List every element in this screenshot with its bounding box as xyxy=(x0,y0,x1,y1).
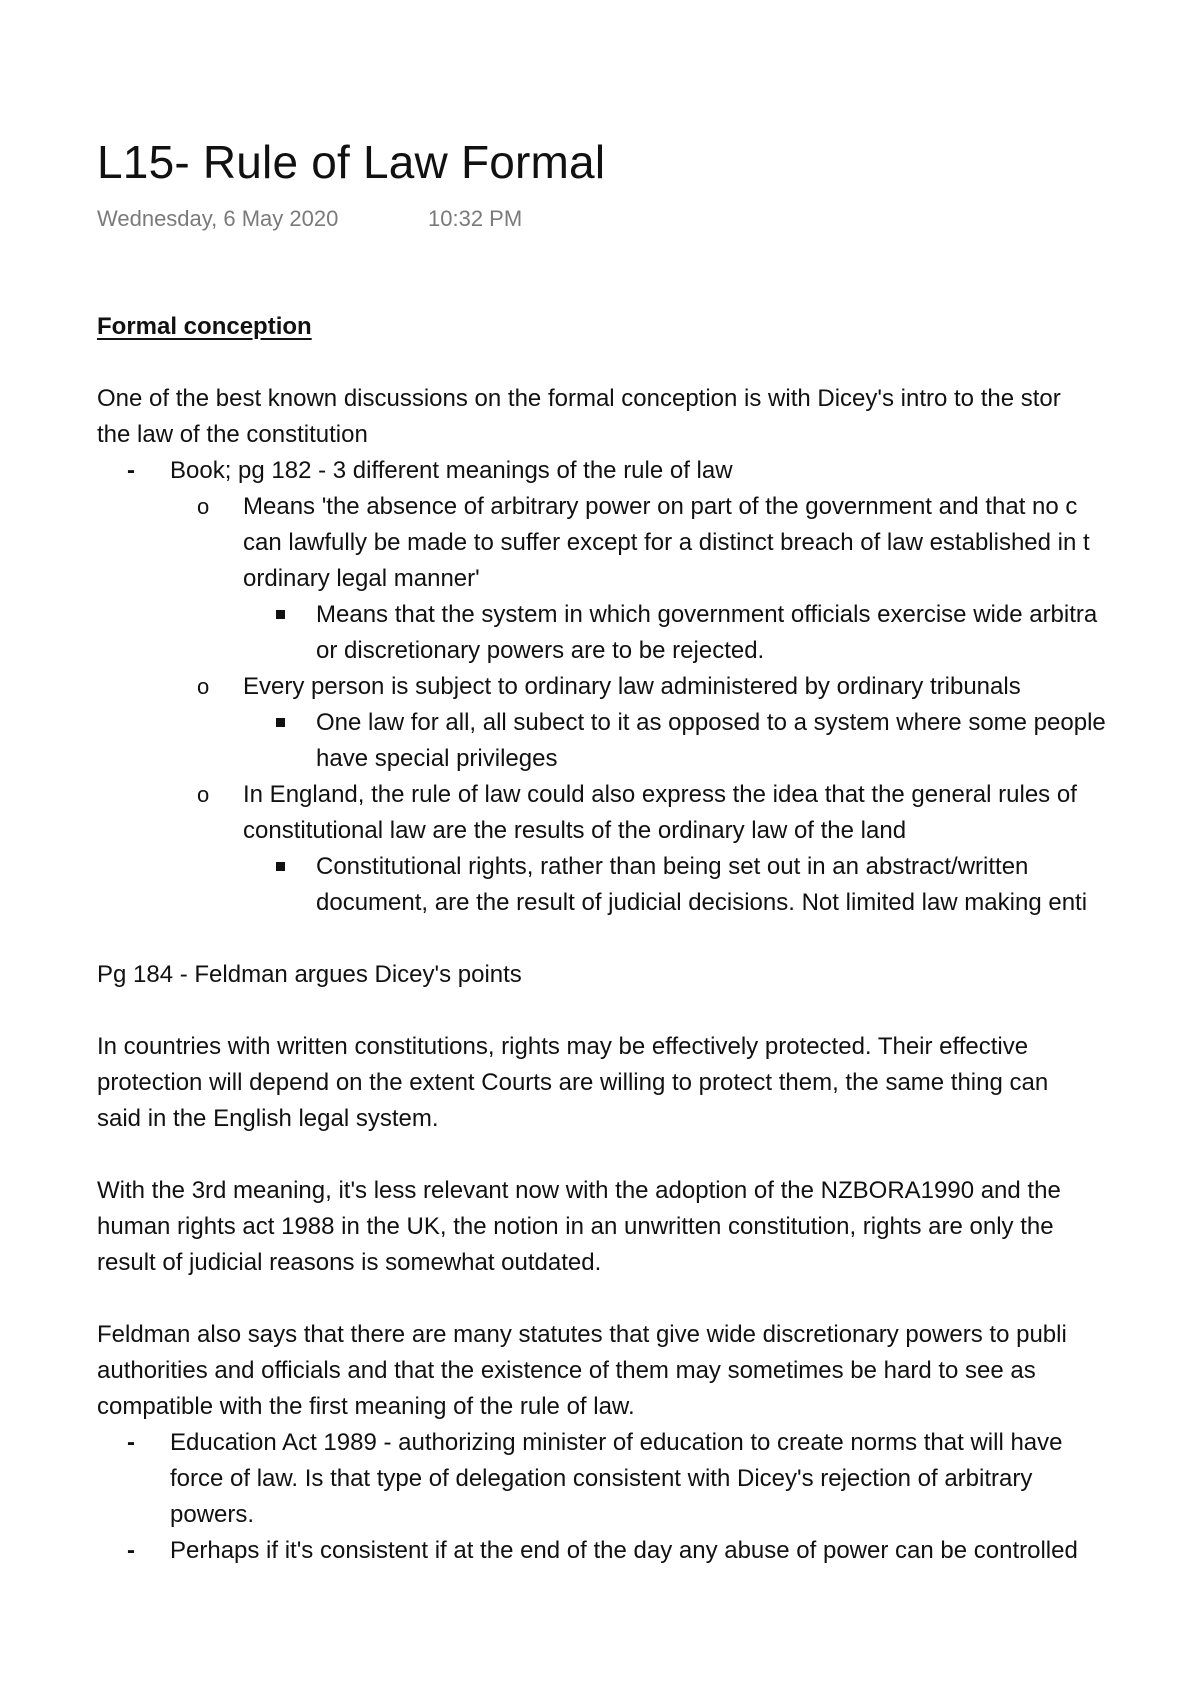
paragraph-line: the law of the constitution xyxy=(97,421,368,448)
sub-bullet-text: constitutional law are the results of the ordinary law of the land xyxy=(243,817,907,844)
section-heading: Formal conception xyxy=(97,313,312,340)
sub-bullet-text: In England, the rule of law could also express the idea that the general rules of xyxy=(243,781,1077,808)
square-bullet-marker xyxy=(276,610,285,619)
sub-bullet-text: ordinary legal manner' xyxy=(243,565,480,592)
paragraph-line: human rights act 1988 in the UK, the notion in an unwritten constitution, rights are only the xyxy=(97,1213,1054,1240)
paragraph-line: compatible with the first meaning of the rule of law. xyxy=(97,1393,635,1420)
square-bullet-marker xyxy=(276,862,285,871)
page-time: 10:32 PM xyxy=(428,206,523,231)
paragraph-line: With the 3rd meaning, it's less relevant now with the adoption of the NZBORA1990 and the xyxy=(97,1177,1061,1204)
paragraph-line: protection will depend on the extent Courts are willing to protect them, the same thing can xyxy=(97,1069,1049,1096)
page-date: Wednesday, 6 May 2020 xyxy=(97,206,339,231)
sub-sub-bullet-text: Constitutional rights, rather than being set out in an abstract/written xyxy=(316,853,1029,880)
circle-bullet-marker: o xyxy=(197,674,210,699)
sub-sub-bullet-text: Means that the system in which government officials exercise wide arbitra xyxy=(316,601,1098,628)
sub-bullet-text: Means 'the absence of arbitrary power on part of the government and that no c xyxy=(243,493,1078,520)
sub-sub-bullet-text: One law for all, all subect to it as opposed to a system where some people xyxy=(316,709,1106,736)
paragraph-line: Pg 184 - Feldman argues Dicey's points xyxy=(97,961,522,988)
circle-bullet-marker: o xyxy=(197,782,210,807)
paragraph-line: said in the English legal system. xyxy=(97,1105,439,1132)
bullet-text: Book; pg 182 - 3 different meanings of the rule of law xyxy=(170,457,733,484)
bullet-text: force of law. Is that type of delegation consistent with Dicey's rejection of arbitrary xyxy=(170,1465,1033,1492)
bullet-text: Perhaps if it's consistent if at the end of the day any abuse of power can be controlled xyxy=(170,1537,1078,1564)
circle-bullet-marker: o xyxy=(197,494,210,519)
paragraph-line: Feldman also says that there are many statutes that give wide discretionary powers to publi xyxy=(97,1321,1067,1348)
sub-bullet-text: can lawfully be made to suffer except for a distinct breach of law established in t xyxy=(243,529,1090,556)
page-title: L15- Rule of Law Formal xyxy=(97,136,606,188)
sub-bullet-text: Every person is subject to ordinary law administered by ordinary tribunals xyxy=(243,673,1021,700)
paragraph-line: In countries with written constitutions, rights may be effectively protected. Their effective xyxy=(97,1033,1029,1060)
page-meta xyxy=(97,204,523,234)
bullet-text: powers. xyxy=(170,1501,255,1528)
paragraph-line: One of the best known discussions on the formal conception is with Dicey's intro to the stor xyxy=(97,385,1061,412)
sub-sub-bullet-text: have special privileges xyxy=(316,745,558,772)
dash-bullet-marker: - xyxy=(127,1537,135,1564)
sub-sub-bullet-text: document, are the result of judicial decisions. Not limited law making enti xyxy=(316,889,1088,916)
bullet-text: Education Act 1989 - authorizing minister of education to create norms that will have xyxy=(170,1429,1063,1456)
paragraph-line: result of judicial reasons is somewhat outdated. xyxy=(97,1249,602,1276)
dash-bullet-marker: - xyxy=(127,457,135,484)
dash-bullet-marker: - xyxy=(127,1429,135,1456)
square-bullet-marker xyxy=(276,718,285,727)
paragraph-line: authorities and officials and that the existence of them may sometimes be hard to see as xyxy=(97,1357,1036,1384)
sub-sub-bullet-text: or discretionary powers are to be rejected. xyxy=(316,637,765,664)
